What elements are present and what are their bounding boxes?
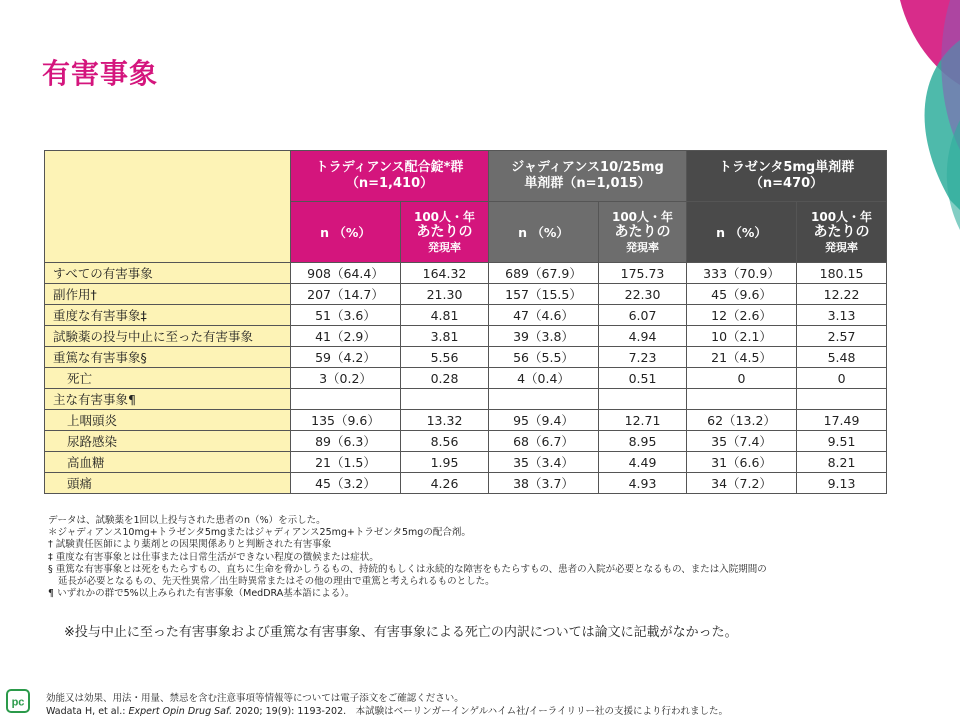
row-label: 死亡 [45, 368, 291, 389]
footnote: データは、試験薬を1回以上投与された患者のn（%）を示した。 [48, 515, 326, 526]
cell-value: 12.22 [797, 284, 887, 305]
cell-value: 1.95 [401, 452, 489, 473]
cell-value: 6.07 [599, 305, 687, 326]
table-row [45, 305, 887, 326]
table-row [45, 410, 887, 431]
row-label: すべての有害事象 [45, 263, 291, 284]
page-title: 有害事象 [42, 57, 159, 90]
note: ※投与中止に至った有害事象および重篤な有害事象、有害事象による死亡の内訳については論文に記載がなかった。 [64, 625, 738, 640]
table-row [45, 431, 887, 452]
citation-authors: Wadata H, et al.: [46, 706, 129, 717]
citation-rest: 2020; 19(9): 1193-202. 本試験はベーリンガーインゲルハイム社/イーライリリー社の支援により行われました。 [232, 706, 728, 717]
subheader-n-percent: n （%） [489, 202, 599, 263]
cell-value: 164.32 [401, 263, 489, 284]
table-row [45, 473, 887, 494]
adverse-events-table [44, 150, 887, 494]
footnote: 延長が必要となるもの、先天性異常／出生時異常またはその他の理由で重篤と考えられるものとした。 [58, 576, 495, 588]
citation-journal: Expert Opin Drug Saf. [128, 706, 233, 717]
group-header-trajenta-combo: トラディアンス配合錠*群 （n=1,410） [291, 151, 489, 202]
footnote: ＊ジャディアンス10mg+トラゼンタ5mgまたはジャディアンス25mg+トラゼンタ5mgの配合剤。 [48, 527, 471, 539]
table-row [45, 389, 887, 410]
footnotes [48, 515, 878, 600]
cell-value: 9.51 [797, 431, 887, 452]
cell-value: 0 [687, 368, 797, 389]
cell-value: 157（15.5） [489, 284, 599, 305]
cell-value: 21（1.5） [291, 452, 401, 473]
cell-value: 10（2.1） [687, 326, 797, 347]
subheader-rate: 100人・年 あたりの 発現率 [401, 202, 489, 263]
subheader-rate: 100人・年 あたりの 発現率 [797, 202, 887, 263]
pc-logo-icon [6, 689, 30, 713]
cell-value: 8.21 [797, 452, 887, 473]
footnote: ‡ 重度な有害事象とは仕事または日常生活ができない程度の徴候または症状。 [48, 551, 379, 563]
cell-value: 333（70.9） [687, 263, 797, 284]
cell-value: 4.26 [401, 473, 489, 494]
cell-value: 5.48 [797, 347, 887, 368]
group-header-trazenta: トラゼンタ5mg単剤群 （n=470） [687, 151, 887, 202]
table-row [45, 326, 887, 347]
cell-value: 41（2.9） [291, 326, 401, 347]
row-label: 重篤な有害事象§ [45, 347, 291, 368]
cell-value: 21（4.5） [687, 347, 797, 368]
cell-value: 5.56 [401, 347, 489, 368]
table-row [45, 347, 887, 368]
cell-value: 21.30 [401, 284, 489, 305]
subheader-n-percent: n （%） [291, 202, 401, 263]
table-corner-cell [45, 151, 291, 263]
cell-value: 38（3.7） [489, 473, 599, 494]
footer-line2 [46, 705, 728, 718]
cell-value: 207（14.7） [291, 284, 401, 305]
footnote: † 試験責任医師により薬剤との因果関係ありと判断された有害事象 [48, 539, 332, 551]
table-row [45, 263, 887, 284]
cell-value: 35（7.4） [687, 431, 797, 452]
cell-value: 689（67.9） [489, 263, 599, 284]
cell-value: 4（0.4） [489, 368, 599, 389]
group-header-jardiance: ジャディアンス10/25mg 単剤群（n=1,015） [489, 151, 687, 202]
cell-value: 95（9.4） [489, 410, 599, 431]
cell-value: 9.13 [797, 473, 887, 494]
subheader-n-percent: n （%） [687, 202, 797, 263]
cell-value: 62（13.2） [687, 410, 797, 431]
cell-value: 68（6.7） [489, 431, 599, 452]
cell-value: 4.94 [599, 326, 687, 347]
footnote: ¶ いずれかの群で5%以上みられた有害事象（MedDRA基本語による）。 [48, 588, 355, 600]
row-label: 重度な有害事象‡ [45, 305, 291, 326]
cell-value [687, 389, 797, 410]
cell-value: 17.49 [797, 410, 887, 431]
row-label: 主な有害事象¶ [45, 389, 291, 410]
cell-value: 31（6.6） [687, 452, 797, 473]
cell-value: 135（9.6） [291, 410, 401, 431]
cell-value: 34（7.2） [687, 473, 797, 494]
cell-value: 22.30 [599, 284, 687, 305]
cell-value [291, 389, 401, 410]
cell-value: 12（2.6） [687, 305, 797, 326]
row-label: 頭痛 [45, 473, 291, 494]
cell-value: 35（3.4） [489, 452, 599, 473]
cell-value: 8.56 [401, 431, 489, 452]
cell-value: 7.23 [599, 347, 687, 368]
table-row [45, 368, 887, 389]
row-label: 上咽頭炎 [45, 410, 291, 431]
table-row [45, 452, 887, 473]
row-label: 試験薬の投与中止に至った有害事象 [45, 326, 291, 347]
table-row [45, 284, 887, 305]
cell-value: 175.73 [599, 263, 687, 284]
cell-value [401, 389, 489, 410]
pc-logo-text: pc [11, 696, 25, 709]
cell-value: 180.15 [797, 263, 887, 284]
cell-value: 0 [797, 368, 887, 389]
cell-value: 8.95 [599, 431, 687, 452]
cell-value: 47（4.6） [489, 305, 599, 326]
cell-value: 0.28 [401, 368, 489, 389]
cell-value: 4.93 [599, 473, 687, 494]
row-label: 高血糖 [45, 452, 291, 473]
cell-value: 89（6.3） [291, 431, 401, 452]
cell-value: 0.51 [599, 368, 687, 389]
table-group-header-row [45, 151, 887, 202]
footer-line1: 効能又は効果、用法・用量、禁忌を含む注意事項等情報等については電子添文をご確認ください。 [46, 693, 464, 704]
cell-value: 12.71 [599, 410, 687, 431]
cell-value: 908（64.4） [291, 263, 401, 284]
row-label: 副作用† [45, 284, 291, 305]
cell-value: 56（5.5） [489, 347, 599, 368]
cell-value: 13.32 [401, 410, 489, 431]
cell-value [489, 389, 599, 410]
cell-value: 39（3.8） [489, 326, 599, 347]
cell-value [797, 389, 887, 410]
cell-value: 3（0.2） [291, 368, 401, 389]
cell-value: 4.81 [401, 305, 489, 326]
cell-value: 2.57 [797, 326, 887, 347]
cell-value: 4.49 [599, 452, 687, 473]
cell-value: 3.13 [797, 305, 887, 326]
cell-value [599, 389, 687, 410]
footnote: § 重篤な有害事象とは死をもたらすもの、直ちに生命を脅かしうるもの、持続的もしくは永続的な障害をもたらすもの、患者の入院が必要となるもの、または入院期間の [48, 563, 767, 575]
subheader-rate: 100人・年 あたりの 発現率 [599, 202, 687, 263]
row-label: 尿路感染 [45, 431, 291, 452]
cell-value: 51（3.6） [291, 305, 401, 326]
cell-value: 45（3.2） [291, 473, 401, 494]
footer [46, 692, 728, 718]
cell-value: 3.81 [401, 326, 489, 347]
cell-value: 59（4.2） [291, 347, 401, 368]
cell-value: 45（9.6） [687, 284, 797, 305]
